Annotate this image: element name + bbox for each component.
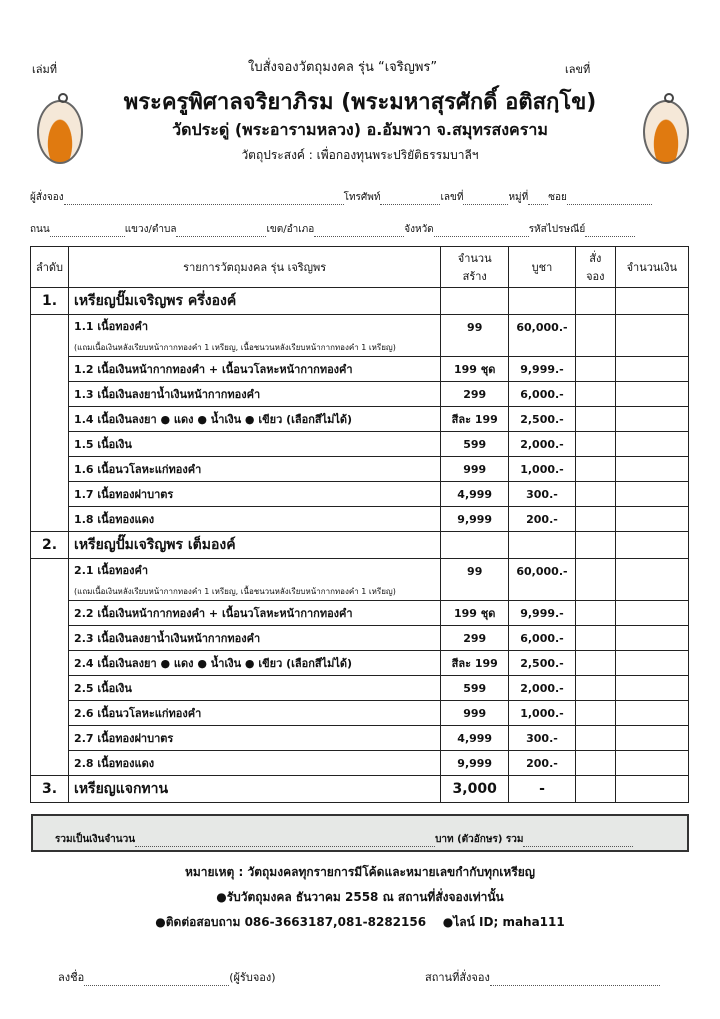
order-cell[interactable]	[575, 457, 615, 482]
item-name-cell	[69, 651, 441, 676]
amount-cell[interactable]	[615, 651, 688, 676]
number-label: เลขที่	[565, 63, 591, 76]
section-row	[31, 288, 689, 315]
purpose: วัตถุประสงค์ : เพื่อกองทุนพระปริยัติธรรมบาลีฯ	[241, 148, 479, 162]
amount-cell[interactable]	[615, 407, 688, 432]
order-cell[interactable]	[575, 726, 615, 751]
amount-cell[interactable]	[615, 357, 688, 382]
item-note: (แถมเนื้อเงินหลังเรียบหน้ากากทองคำ 1 เหรียญ, เนื้อชนวนหลังเรียบหน้ากากทองคำ 1 เหรียญ)	[74, 587, 396, 596]
price-cell: 1,000.-	[509, 457, 576, 482]
quantity-cell	[441, 532, 509, 559]
house-no-label: เลขที่	[440, 192, 464, 203]
line-id: ●ไลน์ ID; maha111	[442, 915, 565, 929]
price-cell: 60,000.-	[509, 559, 576, 601]
order-cell[interactable]	[575, 676, 615, 701]
order-cell[interactable]	[575, 382, 615, 407]
monk-name: พระครูพิศาลจริยาภิรม (พระมหาสุรศักดิ์ อติสกฺโข)	[123, 90, 597, 115]
amount-cell[interactable]	[615, 751, 688, 776]
quantity-cell: 999	[441, 457, 509, 482]
amount-cell[interactable]	[615, 532, 688, 559]
item-name-cell	[69, 726, 441, 751]
order-cell[interactable]	[575, 559, 615, 601]
amount-cell[interactable]	[615, 701, 688, 726]
amount-cell[interactable]	[615, 457, 688, 482]
item-name-cell	[69, 701, 441, 726]
quantity-cell: สีละ 199	[441, 407, 509, 432]
quantity-cell: 9,999	[441, 507, 509, 532]
soi-label: ซอย	[548, 192, 567, 203]
price-cell: 300.-	[509, 726, 576, 751]
price-cell: 300.-	[509, 482, 576, 507]
form-title: ใบสั่งจองวัตถุมงคล รุ่น “เจริญพร”	[248, 60, 438, 75]
price-cell: 6,000.-	[509, 382, 576, 407]
quantity-cell: 599	[441, 432, 509, 457]
quantity-cell: 199 ชุด	[441, 357, 509, 382]
table-row	[31, 676, 689, 701]
quantity-cell: 3,000	[441, 776, 509, 803]
item-name: 1.1 เนื้อทองคำ	[74, 320, 149, 333]
price-cell: 60,000.-	[509, 315, 576, 357]
column-header: รายการวัตถุมงคล รุ่น เจริญพร	[69, 247, 441, 288]
table-row	[31, 357, 689, 382]
table-row	[31, 407, 689, 432]
quantity-cell: สีละ 199	[441, 651, 509, 676]
road-label: ถนน	[30, 224, 50, 235]
order-cell[interactable]	[575, 507, 615, 532]
section-title: เหรียญแจกทาน	[69, 776, 441, 803]
price-cell	[509, 532, 576, 559]
order-cell[interactable]	[575, 315, 615, 357]
item-name: 2.2 เนื้อเงินหน้ากากทองคำ + เนื้อนวโลหะหน้ากากทองคำ	[74, 607, 353, 620]
item-name: 2.1 เนื้อทองคำ	[74, 564, 149, 577]
orderer-field[interactable]	[30, 190, 652, 205]
amount-cell[interactable]	[615, 559, 688, 601]
quantity-cell: 4,999	[441, 482, 509, 507]
item-name: 1.5 เนื้อเงิน	[74, 438, 132, 451]
item-name: 1.2 เนื้อเงินหน้ากากทองคำ + เนื้อนวโลหะหน้ากากทองคำ	[74, 363, 353, 376]
table-row	[31, 315, 689, 357]
index-cell	[31, 315, 69, 532]
price-cell: 9,999.-	[509, 601, 576, 626]
item-name-cell	[69, 457, 441, 482]
quantity-cell: 299	[441, 626, 509, 651]
total-box[interactable]	[31, 814, 689, 852]
table-row	[31, 559, 689, 601]
item-name: 2.7 เนื้อทองฝาบาตร	[74, 732, 174, 745]
order-cell[interactable]	[575, 601, 615, 626]
pickup-note: ●รับวัตถุมงคล ธันวาคม 2558 ณ สถานที่สั่งจองเท่านั้น	[216, 890, 504, 904]
item-name-cell	[69, 432, 441, 457]
amount-cell[interactable]	[615, 601, 688, 626]
receiver-label: (ผู้รับจอง)	[229, 971, 276, 984]
table-row	[31, 751, 689, 776]
amount-cell[interactable]	[615, 288, 688, 315]
item-name: 2.4 เนื้อเงินลงยา ● แดง ● น้ำเงิน ● เขียว (เลือกสีไม่ได้)	[74, 657, 353, 670]
subdistrict-label: แขวง/ตำบล	[124, 224, 177, 235]
column-header: บูชา	[509, 247, 576, 288]
item-name-cell	[69, 382, 441, 407]
index-cell	[31, 559, 69, 776]
order-cell[interactable]	[575, 357, 615, 382]
amount-cell[interactable]	[615, 432, 688, 457]
table-row	[31, 701, 689, 726]
price-cell: 6,000.-	[509, 626, 576, 651]
amount-cell[interactable]	[615, 507, 688, 532]
quantity-cell: 599	[441, 676, 509, 701]
price-cell: 2,000.-	[509, 432, 576, 457]
table-row	[31, 382, 689, 407]
quantity-cell: 4,999	[441, 726, 509, 751]
order-cell[interactable]	[575, 288, 615, 315]
baht-text-label: บาท (ตัวอักษร)	[435, 834, 503, 845]
section-row	[31, 532, 689, 559]
price-cell: 1,000.-	[509, 701, 576, 726]
amount-cell[interactable]	[615, 626, 688, 651]
price-cell	[509, 288, 576, 315]
amount-cell[interactable]	[615, 382, 688, 407]
item-note: (แถมเนื้อเงินหลังเรียบหน้ากากทองคำ 1 เหรียญ, เนื้อชนวนหลังเรียบหน้ากากทองคำ 1 เหรียญ)	[74, 343, 396, 352]
table-row	[31, 507, 689, 532]
column-header: จำนวนเงิน	[615, 247, 688, 288]
item-name: 2.3 เนื้อเงินลงยาน้ำเงินหน้ากากทองคำ	[74, 632, 261, 645]
order-cell[interactable]	[575, 407, 615, 432]
table-row	[31, 651, 689, 676]
postcode-label: รหัสไปรษณีย์	[528, 224, 586, 235]
column-header: จำนวนสร้าง	[441, 247, 509, 288]
price-cell: -	[509, 776, 576, 803]
item-name: 1.8 เนื้อทองแดง	[74, 513, 155, 526]
temple-name: วัดประดู่ (พระอารามหลวง) อ.อัมพวา จ.สมุทรสงคราม	[172, 120, 548, 139]
item-name-cell	[69, 559, 441, 601]
table-row	[31, 457, 689, 482]
quantity-cell: 99	[441, 315, 509, 357]
item-name: 1.3 เนื้อเงินลงยาน้ำเงินหน้ากากทองคำ	[74, 388, 261, 401]
item-name-cell	[69, 482, 441, 507]
order-cell[interactable]	[575, 432, 615, 457]
price-cell: 200.-	[509, 507, 576, 532]
price-cell: 2,500.-	[509, 651, 576, 676]
order-cell[interactable]	[575, 532, 615, 559]
item-name-cell	[69, 751, 441, 776]
order-cell[interactable]	[575, 751, 615, 776]
table-row	[31, 601, 689, 626]
order-cell[interactable]	[575, 626, 615, 651]
amount-cell[interactable]	[615, 315, 688, 357]
item-name: 2.5 เนื้อเงิน	[74, 682, 132, 695]
price-cell: 200.-	[509, 751, 576, 776]
contact-phone: ●ติดต่อสอบถาม 086-3663187,081-8282156	[155, 915, 427, 929]
place-label: สถานที่สั่งจอง	[425, 971, 490, 984]
item-name-cell	[69, 676, 441, 701]
table-row	[31, 482, 689, 507]
item-name-cell	[69, 315, 441, 357]
quantity-cell: 299	[441, 382, 509, 407]
column-header: ลำดับ	[31, 247, 69, 288]
item-name-cell	[69, 626, 441, 651]
item-name-cell	[69, 507, 441, 532]
district-label: เขต/อำเภอ	[266, 224, 315, 235]
order-cell[interactable]	[575, 776, 615, 803]
item-name-cell	[69, 357, 441, 382]
item-name: 1.4 เนื้อเงินลงยา ● แดง ● น้ำเงิน ● เขียว (เลือกสีไม่ได้)	[74, 413, 353, 426]
table-row	[31, 432, 689, 457]
section-title: เหรียญปั๊มเจริญพร เต็มองค์	[69, 532, 441, 559]
orderer-label: ผู้สั่งจอง	[30, 192, 64, 203]
remark: หมายเหตุ : วัตถุมงคลทุกรายการมีโค้ดและหมายเลขกำกับทุกเหรียญ	[184, 865, 536, 879]
moo-label: หมู่ที่	[508, 192, 529, 203]
section-row	[31, 776, 689, 803]
order-table	[30, 246, 689, 803]
book-number-label: เล่มที่	[32, 63, 58, 76]
total-label: รวมเป็นเงินจำนวน	[55, 834, 136, 845]
price-cell: 2,500.-	[509, 407, 576, 432]
quantity-cell: 99	[441, 559, 509, 601]
item-name: 1.7 เนื้อทองฝาบาตร	[74, 488, 174, 501]
amount-cell[interactable]	[615, 482, 688, 507]
amount-cell[interactable]	[615, 776, 688, 803]
section-number: 3.	[31, 776, 69, 803]
price-cell: 9,999.-	[509, 357, 576, 382]
item-name-cell	[69, 601, 441, 626]
quantity-cell: 199 ชุด	[441, 601, 509, 626]
section-number: 2.	[31, 532, 69, 559]
quantity-cell: 999	[441, 701, 509, 726]
item-name: 2.6 เนื้อนวโลหะแก่ทองคำ	[74, 707, 202, 720]
price-cell: 2,000.-	[509, 676, 576, 701]
province-label: จังหวัด	[404, 224, 434, 235]
place-field[interactable]	[425, 968, 660, 986]
quantity-cell: 9,999	[441, 751, 509, 776]
signature-field[interactable]	[58, 968, 276, 986]
section-title: เหรียญปั๊มเจริญพร ครึ่งองค์	[69, 288, 441, 315]
phone-label: โทรศัพท์	[343, 192, 381, 203]
order-cell[interactable]	[575, 701, 615, 726]
item-name-cell	[69, 407, 441, 432]
table-row	[31, 726, 689, 751]
amount-cell[interactable]	[615, 726, 688, 751]
sum-label: รวม	[505, 834, 524, 845]
order-cell[interactable]	[575, 651, 615, 676]
item-name: 2.8 เนื้อทองแดง	[74, 757, 155, 770]
order-cell[interactable]	[575, 482, 615, 507]
amount-cell[interactable]	[615, 676, 688, 701]
item-name: 1.6 เนื้อนวโลหะแก่ทองคำ	[74, 463, 202, 476]
section-number: 1.	[31, 288, 69, 315]
column-header: สั่งจอง	[575, 247, 615, 288]
quantity-cell	[441, 288, 509, 315]
signature-label: ลงชื่อ	[58, 971, 85, 984]
address-field[interactable]	[30, 222, 635, 237]
table-row	[31, 626, 689, 651]
